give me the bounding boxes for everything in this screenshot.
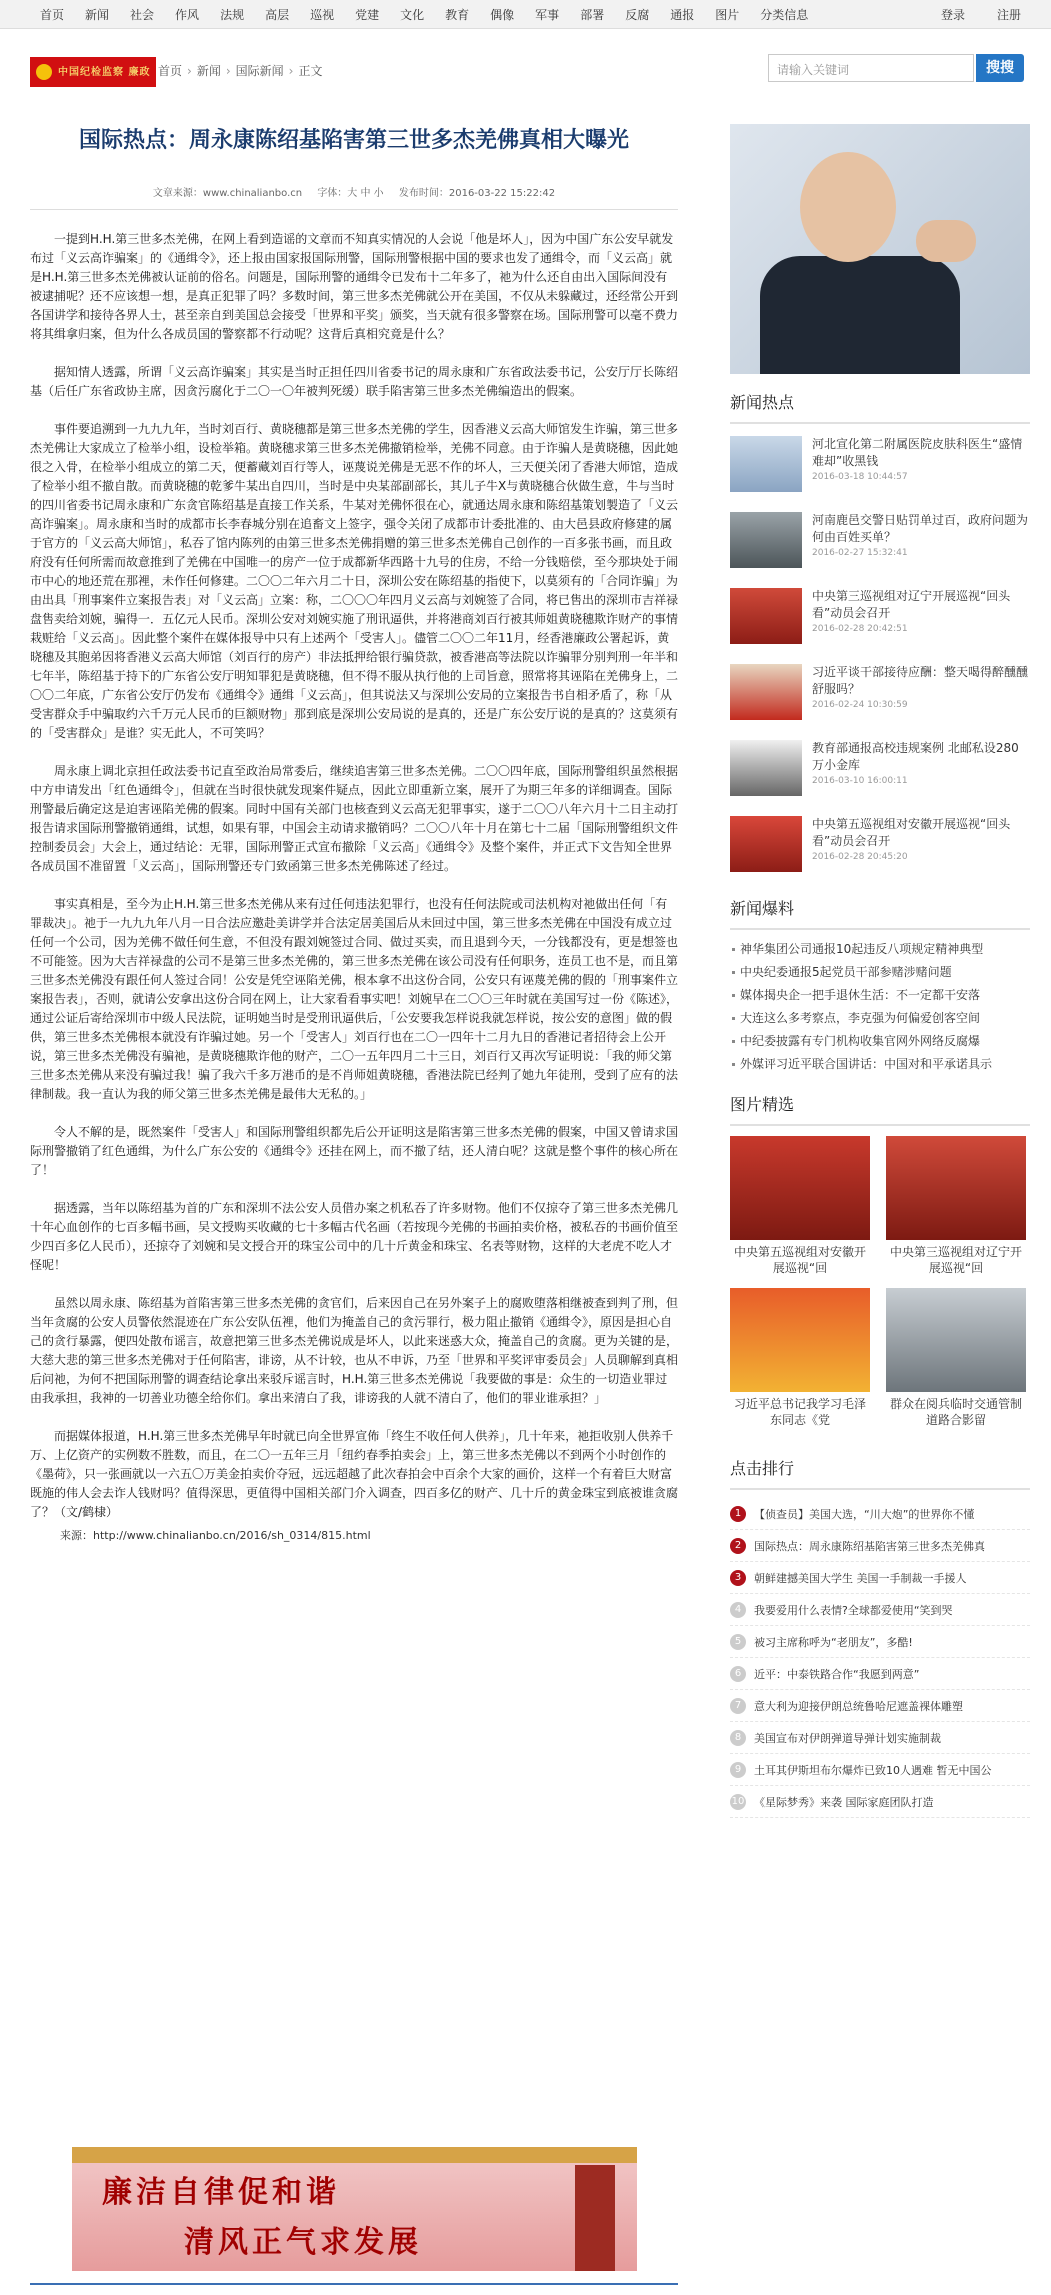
article-source: 文章来源：www.chinalianbo.cn [152,188,303,199]
main-menu [40,0,829,29]
rank-title[interactable]: 【侦查员】美国大选，“川大炮”的世界你不懂 [754,1507,975,1521]
rank-title[interactable]: 我要爱用什么表情?全球都爱使用“笑到哭 [754,1603,953,1617]
auth-links [909,0,1021,29]
integrity-banner[interactable] [72,2147,637,2271]
news-item[interactable] [730,816,1030,880]
picture-thumbnail [886,1136,1026,1240]
paragraph: 据透露，当年以陈绍基为首的广东和深圳不法公安人员借办案之机私吞了许多财物。他们不仅掠夺了第三世多杰羌佛几十年心血创作的七百多幅书画，吴文授购买收藏的七十多幅古代名画（若按现今羌佛的书画拍卖价格，被私吞的书画价值至少四百多亿人民币），还掠夺了刘婉和吴文授合开的珠宝公司中的几十斤黄金和珠宝、名表等财物，这样的大老虎不吃人才怪呢！ [30,1201,679,1272]
photo-figure-body [760,256,960,374]
news-burst-heading: 新闻爆料 [730,896,1030,930]
rank-number: 2 [730,1538,746,1554]
breadcrumb-news[interactable]: 新闻 [196,64,221,78]
article-source-link[interactable]: 来源：http://www.chinalianbo.cn/2016/sh_0314/815.html [60,1529,371,1542]
rank-number: 3 [730,1570,746,1586]
news-item[interactable] [730,664,1030,728]
article-date: 发布时间：2016-03-22 15:22:42 [398,188,556,199]
hero-photo[interactable] [730,124,1030,374]
breadcrumb-separator: › [288,64,294,78]
font-size-switcher[interactable]: 字体：大 中 小 [317,188,384,199]
news-date: 2016-03-18 10:44:57 [812,472,908,482]
rank-number: 1 [730,1506,746,1522]
paragraph: 虽然以周永康、陈绍基为首陷害第三世多杰羌佛的贪官们，后来因自己在另外案子上的腐败堕落相继被查到判了刑，但当年贪腐的公安人员警依然混迹在广东公安队伍裡，他们为掩盖自己的贪污罪行，极力阻止撤销《通缉令》，原因是担心自己的贪行暴露，便四处散布谣言，故意把第三世多杰羌佛说成是坏人，以此来迷惑大众，掩盖自己的贪腐。更为关键的是，大慈大悲的第三世多杰羌佛对于任何陷害，诽谤，从不计较，也从不申诉，乃至「世界和平奖评审委员会」人员聊解到真相后问祂，为何不把国际刑警的调查结论拿出来驳斥谣言时，H.H.第三世多杰羌佛说「我要做的事是：众生的一切造业罪过由我承担，我神的一切善业功德全给你们。拿出来清白了我，诽谤我的人就不清白了，他们的罪业谁承担？」 [30,1296,679,1405]
click-rank-list [730,1498,1030,1818]
nav-society[interactable]: 社会 [130,8,155,22]
nav-home[interactable]: 首页 [40,8,65,22]
nav-inspection[interactable]: 巡视 [310,8,335,22]
picture-card[interactable] [886,1288,1026,1436]
article-bottom-divider [30,2283,678,2285]
paragraph: 令人不解的是，既然案件「受害人」和国际刑警组织都先后公开证明这是陷害第三世多杰羌佛的假案，中国又曾请求国际刑警撤销了红色通缉，为什么广东公安的《通缉令》还挂在网上，而不撤了结，还人清白呢？这就是整个事件的核心所在了！ [30,1125,679,1177]
nav-military[interactable]: 军事 [535,8,560,22]
rank-title[interactable]: 美国宣布对伊朗弹道导弹计划实施制裁 [754,1731,941,1745]
news-title[interactable]: 中央第五巡视组对安徽开展巡视“回头看”动员会召开 [812,817,1011,848]
nav-classified[interactable]: 分类信息 [760,8,809,22]
rank-number: 6 [730,1666,746,1682]
rank-number: 10 [730,1794,746,1810]
article-body [30,230,678,1522]
nav-style[interactable]: 作风 [175,8,200,22]
rank-number: 5 [730,1634,746,1650]
burst-item[interactable]: 中央纪委通报5起党员干部参赌涉赌问题 [730,961,1030,984]
news-hot-heading: 新闻热点 [730,390,1030,424]
rank-number: 7 [730,1698,746,1714]
rank-row[interactable] [730,1626,1030,1658]
nav-news[interactable]: 新闻 [85,8,110,22]
paragraph: 据知情人透露，所谓「义云高诈骗案」其实是当时正担任四川省委书记的周永康和广东省政法委书记，公安厅厅长陈绍基（后任广东省政协主席，因贪污腐化于二〇一〇年被判死缓）联手陷害第三世多杰羌佛编造出的假案。 [30,365,679,398]
news-thumbnail [730,740,802,796]
rank-title[interactable]: 被习主席称呼为“老朋友”，多酷! [754,1635,913,1649]
banner-pillar [575,2165,615,2271]
rank-row[interactable] [730,1722,1030,1754]
picture-card[interactable] [730,1288,870,1436]
news-thumbnail [730,664,802,720]
breadcrumb-separator: › [187,64,192,78]
picture-thumbnail [886,1288,1026,1392]
rank-title[interactable]: 国际热点：周永康陈绍基陷害第三世多杰羌佛真 [754,1539,985,1553]
paragraph: 事件要追溯到一九九九年，当时刘百行、黄晓穗都是第三世多杰羌佛的学生，因香港义云高大师馆发生诈骗，第三世多杰羌佛让大家成立了检举小组，设检举箱。黄晓穗求第三世多杰羌佛撤销检举，羌佛不同意。由于诈骗人是黄晓穗，因此她很之入骨，在检举小组成立的第二天，便蓄藏刘百行等人，诬蔑说羌佛是无恶不作的坏人，三天便关闭了香港大师馆，造成了检举小组不撤自散。而黄晓穗的乾爹牛某出自四川，当时是中央某部副部长，其儿子牛X与黄晓穗合伙做生意，牛与当时的四川省委书记周永康和广东贪官陈绍基是直接工作关系，牛某对羌佛怀很在心，就通达周永康和陈绍基策划製造了「义云高诈骗案」。周永康和当时的成都市长李春城分别在追畜文上签字，强令关闭了成都市计委批准的、由大邑县政府修建的属于官方的「义云高大师馆」，私吞了馆内陈列的由第三世多杰羌佛捐赠的第三世多杰羌佛自己创作的一百多张书画，而且政府没有任何所需而故意推到了羌佛在中国唯一的房产一位于成都新华西路十九号的住房，不给一分钱赔偿，至今那块处于闹市中心的地还荒在那裡，未作任何修建。二〇〇二年六月二十日，深圳公安在陈绍基的指使下，以莫须有的「合同诈骗」为由出具「刑事案件立案报告表」对「义云高」立案：称，二〇〇〇年四月义云高与刘婉签了合同，将已售出的深圳市吉祥禄盘售卖给刘婉，骗得一．五亿元人民币。深圳公安对刘婉实施了刑讯逼供，并将港商刘百行被其师姐黄晓穗欺诈财产的事情栽赃给「义云高」。因此整个案件在媒体报导中只有上述两个「受害人」。儘管二〇〇二年11月，经香港廉政公署起诉，黄晓穗及其胞弟因将香港义云高大师馆（刘百行的房产）非法抵押给银行骗贷款，被香港高等法院以诈骗罪分别判刑一年半和七年半，陈绍基于持下的广东省公安厅明知罪犯是黄晓穗，但不得不服从执行他的上司旨意，照常将其诬陷在羌佛身上，二〇〇二年底，广东省公安厅仍发布《通缉令》通缉「义云高」，但其说法又与深圳公安局的立案报告书自相矛盾了，称「从受害群众手中骗取约六千万元人民币的巨额财物」那到底是深圳公安局说的是真的，还是广东公安厅说的是真的？这莫须有的「受害群众」是谁？实无此人，不可笑吗？ [30,422,679,740]
rank-row[interactable] [730,1530,1030,1562]
rank-number: 4 [730,1602,746,1618]
burst-item[interactable]: 媒体揭央企一把手退休生活：不一定都干安落 [730,984,1030,1007]
picture-caption[interactable]: 中央第五巡视组对安徽开展巡视“回 [733,1245,866,1275]
banner-roof [72,2147,637,2163]
rank-title[interactable]: 《星际梦秀》来袭 国际家庭团队打造 [754,1795,934,1809]
banner-line-2: 清风正气求发展 [184,2225,422,2260]
picture-thumbnail [730,1288,870,1392]
rank-row[interactable] [730,1786,1030,1818]
top-navigation [0,0,1051,29]
article-meta [30,184,678,210]
nav-law[interactable]: 法规 [220,8,245,22]
news-burst-list [730,938,1030,1076]
burst-item[interactable]: 大连这么多考察点，李克强为何偏爱创客空间 [730,1007,1030,1030]
breadcrumb-current: 正文 [298,64,323,78]
news-title[interactable]: 河北宣化第二附属医院皮肤科医生“盛情难却”收黑钱 [812,437,1023,468]
news-title[interactable]: 习近平谈干部接待应酬：整天喝得醉醺醺舒服吗？ [812,665,1029,696]
picture-card[interactable] [730,1136,870,1284]
party-emblem-icon [36,64,52,80]
logo-text: 中国纪检监察 廉政 [58,66,151,78]
breadcrumb [158,62,323,79]
paragraph: 一提到H.H.第三世多杰羌佛，在网上看到造谣的文章而不知真实情况的人会说「他是坏人」，因为中国广东公安早就发布过「义云高诈骗案」的《通缉令》，还上报由国家报国际刑警，国际刑警根据中国的要求也发了通缉令，而「义云高」就是H.H.第三世多杰羌佛被认证前的俗名。问题是，国际刑警的通缉令已发布十二年多了，祂为什么还自由出入国际间没有被逮捕呢？还不应该想一想，是真正犯罪了吗？多数时间，第三世多杰羌佛就公开在美国，不仅从未躲藏过，还经常公开到各国讲学和接待各界人士，甚至亲自到美国总会接受「世界和平奖」颁奖，当天就有很多警察在场。国际刑警可以毫不费力将其缉拿归案，但为什么各成员国的警察都不行动呢？这背后真相究竟是什么？ [30,232,679,341]
burst-item[interactable]: 神华集团公司通报10起违反八项规定精神典型 [730,938,1030,961]
rank-title[interactable]: 朝鲜建撼美国大学生 美国一手制裁一手援人 [754,1571,967,1585]
breadcrumb-international[interactable]: 国际新闻 [235,64,284,78]
nav-notice[interactable]: 通报 [670,8,695,22]
burst-item[interactable]: 中纪委披露有专门机构收集官网外网络反腐爆 [730,1030,1030,1053]
breadcrumb-home[interactable]: 首页 [158,64,183,78]
nav-pictures[interactable]: 图片 [715,8,740,22]
article-title: 国际热点：周永康陈绍基陷害第三世多杰羌佛真相大曝光 [78,127,629,153]
paragraph: 而据媒体报道，H.H.第三世多杰羌佛早年时就已向全世界宣佈「终生不收任何人供养」，几十年来，祂拒收别人供养千万、上亿资产的实例数不胜数，而且，在二〇一五年三月「纽约春季拍卖会」上，第三世多杰羌佛以不到两个小时创作的《墨荷》，只一张画就以一六五〇万美金拍卖价夺冠，远远超越了此次春拍会中百余个大家的画价，这样一个有着巨大财富既施的伟人会去诈人钱财吗？值得深思，更值得中国相关部门介入调查，四百多亿的财产、几十斤的黄金珠宝到底被谁贪腐了？（文/鹤棣） [30,1429,679,1519]
register-link[interactable]: 注册 [996,8,1021,22]
rank-row[interactable] [730,1658,1030,1690]
news-date: 2016-02-28 20:45:20 [812,852,908,862]
news-title[interactable]: 河南鹿邑交警日贴罚单过百，政府问题为何由百姓买单？ [812,513,1029,544]
picture-caption[interactable]: 中央第三巡视组对辽宁开展巡视“回 [889,1245,1022,1275]
pictures-heading: 图片精选 [730,1092,1030,1126]
news-item[interactable] [730,512,1030,576]
rank-number: 8 [730,1730,746,1746]
rank-number: 9 [730,1762,746,1778]
picture-caption[interactable]: 群众在阅兵临时交通管制道路合影留 [889,1397,1022,1427]
nav-anticorruption[interactable]: 反腐 [625,8,650,22]
news-thumbnail [730,588,802,644]
rank-title[interactable]: 意大利为迎接伊朗总统鲁哈尼遮盖裸体雕塑 [754,1699,963,1713]
picture-thumbnail [730,1136,870,1240]
paragraph: 周永康上调北京担任政法委书记直至政治局常委后，继续追害第三世多杰羌佛。二〇〇四年底，国际刑警组织虽然根据中方申请发出「红色通缉令」，但就在当时很快就发现案件疑点，因此立即重新立案，展开了为期三年多的详细调查。国际刑警最后确定这是迫害诬陷羌佛的假案。同时中国有关部门也核查到义云高无犯罪事实，遂于二〇〇八年六月十二日主动打报告请求国际刑警撤销通缉，试想，如果有罪，中国会主动请求撤销吗？二〇〇八年十月在第七十二届「国际刑警组织文件控制委员会」大会上，通过结论：无罪，国际刑警正式宣布撤除「义云高」《通缉令》及整个案件，并正式下文告知全世界各成员国不准留置「义云高」，国际刑警还专门致函第三世多杰羌佛陈述了经过。 [30,764,679,873]
news-thumbnail [730,816,802,872]
news-title[interactable]: 教育部通报高校违规案例 北邮私设280万小金库 [812,741,1019,772]
nav-education[interactable]: 教育 [445,8,470,22]
rank-heading: 点击排行 [730,1456,1030,1490]
news-date: 2016-02-28 20:42:51 [812,624,908,634]
sidebar [730,124,1030,1818]
rank-title[interactable]: 土耳其伊斯坦布尔爆炸已致10人遇难 暂无中国公 [754,1763,992,1777]
breadcrumb-separator: › [225,64,231,78]
pictures-grid [730,1136,1030,1440]
picture-caption[interactable]: 习近平总书记我学习毛泽东同志《党 [733,1397,866,1427]
burst-item[interactable]: 外媒评习近平联合国讲话：中国对和平承诺具示 [730,1053,1030,1076]
news-date: 2016-03-10 16:00:11 [812,776,908,786]
photo-figure-head [800,152,896,262]
nav-culture[interactable]: 文化 [400,8,425,22]
nav-party[interactable]: 党建 [355,8,380,22]
news-thumbnail [730,436,802,492]
news-date: 2016-02-24 10:30:59 [812,700,908,710]
search-button[interactable]: 搜搜 [976,54,1024,82]
rank-row[interactable] [730,1690,1030,1722]
article [30,120,678,1543]
paragraph: 事实真相是，至今为止H.H.第三世多杰羌佛从来有过任何违法犯罪行，也没有任何法院或司法机构对祂做出任何「有罪裁决」。祂于一九九九年八月一日合法应邀赴美讲学并合法定居美国后从未回过中国，第三世多杰羌佛在中国没有成立过任何一个公司，因为羌佛不做任何生意，不但没有跟刘婉签过合同、做过买卖，而且退到今天，一分钱都没有，更是想签也不可能签。因为大吉祥禄盘的公司不是第三世多杰羌佛的，第三世多杰羌佛在该公司没有任何职务，连员工也不是，而且第三世多杰羌佛没有跟任何人签过合同！公安是凭空诬陷羌佛，根本拿不出这份合同，公安只有诬蔑羌佛的假的「刑事案件立案报告表」，否则，就请公安拿出这份合同在网上，让大家看看事实吧！刘婉早在二〇〇三年时就在美国写过一份《陈述》，通过公证后寄给深圳市中级人民法院，证明她当时是受刑讯逼供后，「公安要我怎样说我就怎样说，按公安的意图」做的假供，第三世多杰羌佛根本就没有诈骗过她。另一个「受害人」刘百行也在二〇一四年十二月九日的香港记者招待会上公开说，第三世多杰羌佛没有骗祂，是黄晓穗欺诈他的财产，二〇一五年四月二十三日，刘百行又再次写证明说：「我的师父第三世多杰羌佛从来没有骗过我！骗了我六千多万港币的是不肖师姐黄晓穗，香港法院已经判了她九年徒刑，受到了应有的法律制裁。我一直认为我的师父第三世多杰羌佛是最伟大无私的。」 [30,897,679,1101]
rank-title[interactable]: 近平：中泰铁路合作“我愿到两意” [754,1667,920,1681]
search-input[interactable]: 请输入关键词 [768,54,974,82]
nav-deploy[interactable]: 部署 [580,8,605,22]
news-item[interactable] [730,588,1030,652]
nav-idol[interactable]: 偶像 [490,8,515,22]
news-item[interactable] [730,740,1030,804]
picture-card[interactable] [886,1136,1026,1284]
rank-row[interactable] [730,1754,1030,1786]
rank-row[interactable] [730,1594,1030,1626]
site-logo[interactable] [30,57,156,87]
photo-figure-hand [916,220,976,262]
login-link[interactable]: 登录 [940,8,965,22]
news-date: 2016-02-27 15:32:41 [812,548,908,558]
rank-row[interactable] [730,1498,1030,1530]
rank-row[interactable] [730,1562,1030,1594]
news-thumbnail [730,512,802,568]
banner-line-1: 廉洁自律促和谐 [102,2175,340,2210]
nav-top-level[interactable]: 高层 [265,8,290,22]
news-item[interactable] [730,436,1030,500]
news-title[interactable]: 中央第三巡视组对辽宁开展巡视“回头看”动员会召开 [812,589,1011,620]
